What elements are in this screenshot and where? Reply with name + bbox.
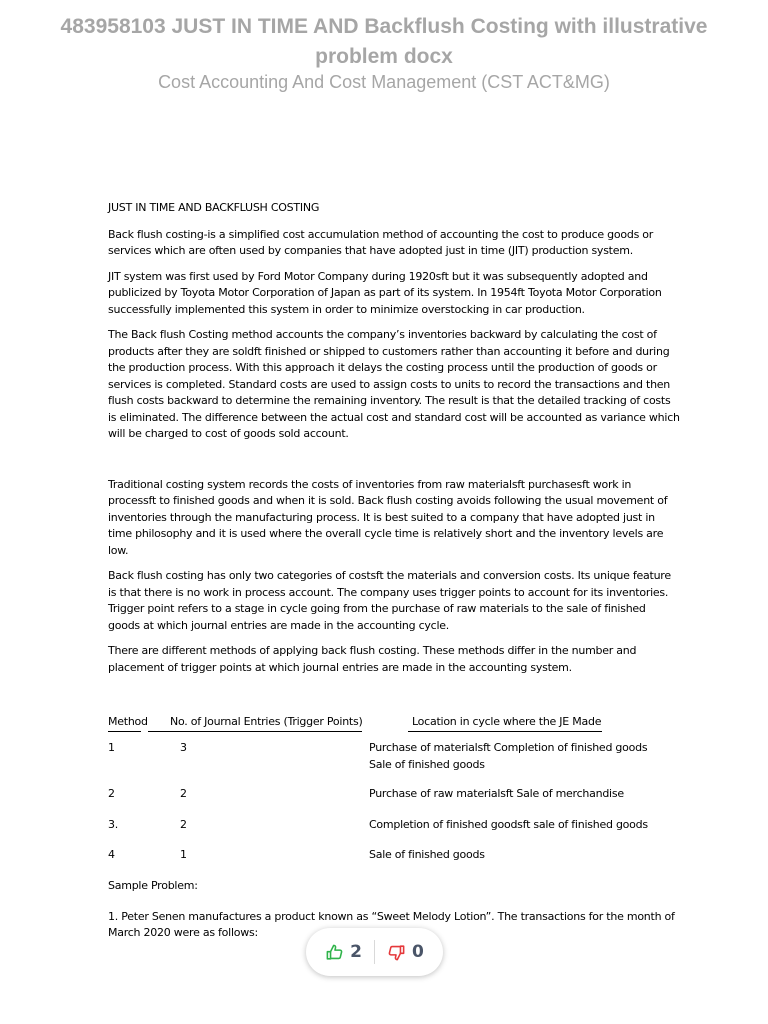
vote-widget xyxy=(306,928,443,976)
table-header xyxy=(108,714,680,734)
document-title: 483958103 JUST IN TIME AND Backflush Costing with illustrative problem docx xyxy=(60,15,708,68)
vote-divider xyxy=(374,940,375,964)
table-row xyxy=(108,817,680,847)
thumbs-up-icon xyxy=(325,943,344,962)
col-header-location: Location in cycle where the JE Made xyxy=(412,715,602,728)
cell-method: 2 xyxy=(108,787,115,800)
header-underline xyxy=(408,731,602,732)
upvote-count: 2 xyxy=(350,942,362,962)
paragraph-gap xyxy=(108,452,680,477)
cell-location: Completion of finished goodsft sale of finished goods xyxy=(369,818,648,831)
cell-method: 4 xyxy=(108,848,115,861)
cell-location: Sale of finished goods xyxy=(369,848,485,861)
cell-entries: 3 xyxy=(180,741,187,754)
downvote-button[interactable] xyxy=(387,942,424,962)
header-underline xyxy=(148,731,362,732)
header-underline xyxy=(108,731,141,732)
cell-entries: 2 xyxy=(180,787,187,800)
table-row xyxy=(108,847,680,878)
table-row xyxy=(108,786,680,817)
cell-entries: 1 xyxy=(180,848,187,861)
problem-text: 1. Peter Senen manufactures a product known as “Sweet Melody Lotion”. The transactions for the month of March 2020 were as follows: xyxy=(108,909,675,939)
downvote-count: 0 xyxy=(412,942,424,962)
upvote-button[interactable] xyxy=(325,942,362,962)
paragraph: There are different methods of applying back flush costing. These methods differ in the number and placement of trigger points at which journal entries are made in the accounting system. xyxy=(108,644,637,674)
paragraph: Traditional costing system records the costs of inventories from raw materialsft purchasesft work in processft to finished goods and when it is sold. Back flush costing avoids following the usual movement of inventories through the manufacturing process. It is best suited to a company that have adopted just in time philosophy and it is used where the overall cycle time is relatively short and the inventory levels are low. xyxy=(108,477,668,557)
document-heading: JUST IN TIME AND BACKFLUSH COSTING xyxy=(108,201,320,214)
document-page xyxy=(108,200,680,951)
cell-location: Purchase of materialsft Completion of finished goods Sale of finished goods xyxy=(369,741,648,771)
col-header-entries: No. of Journal Entries (Trigger Points) xyxy=(170,715,363,728)
thumbs-down-icon xyxy=(387,943,406,962)
sample-problem-label: Sample Problem: xyxy=(108,879,198,892)
cell-location: Purchase of raw materialsft Sale of merchandise xyxy=(369,787,624,800)
table-row xyxy=(108,740,680,786)
paragraph: JIT system was first used by Ford Motor Company during 1920sft but it was subsequently adopted and publicized by Toyota Motor Corporation of Japan as part of its system. In 1954ft Toyota Motor Corporation successfully implemented this system in order to minimize overstocking in car production. xyxy=(108,269,662,316)
cell-entries: 2 xyxy=(180,818,187,831)
col-header-method: Method xyxy=(108,715,148,728)
course-subtitle[interactable]: Cost Accounting And Cost Management (CST ACT&MG) xyxy=(158,72,610,92)
cell-method: 3. xyxy=(108,818,118,831)
paragraph: Back flush costing-is a simplified cost accumulation method of accounting the cost to produce goods or services which are often used by companies that have adopted just in time (JIT) production system. xyxy=(108,227,654,257)
cell-method: 1 xyxy=(108,741,115,754)
paragraph: Back flush costing has only two categories of costsft the materials and conversion costs. Its unique feature is that there is no work in process account. The company uses trigger points to account for its inventories. Trigger point refers to a stage in cycle going from the purchase of raw materials to the sale of finished goods at which journal entries are made in the accounting cycle. xyxy=(108,569,671,632)
paragraph: The Back flush Costing method accounts the company’s inventories backward by calculating the cost of products after they are soldft finished or shipped to customers rather than accounting it before and during the production process. With this approach it delays the costing process until the production of goods or services is completed. Standard costs are used to assign costs to units to record the transactions and then flush costs backward to determine the remaining inventory. The result is that the detailed tracking of costs is eliminated. The difference between the actual cost and standard cost will be accounted as variance which will be charged to cost of goods sold account. xyxy=(108,328,680,440)
